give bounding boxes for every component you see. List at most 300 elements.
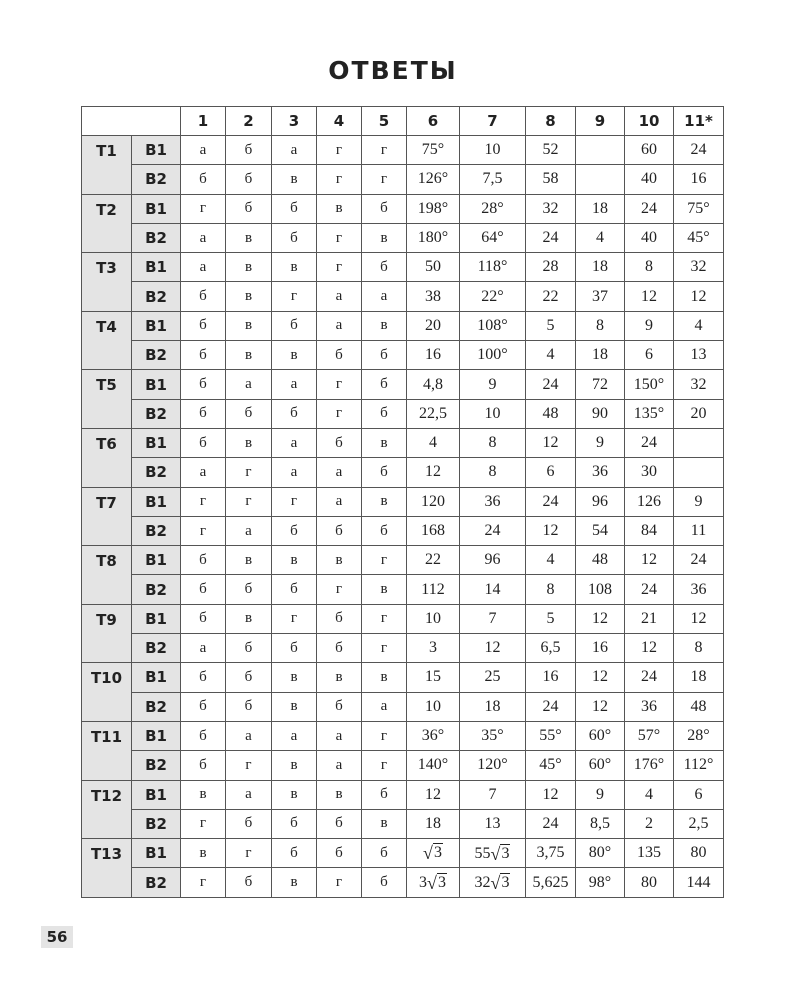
- answer-cell: 9: [460, 370, 526, 399]
- answer-cell: 6: [625, 341, 674, 370]
- answer-cell: в: [226, 428, 272, 457]
- answer-cell: 7: [460, 604, 526, 633]
- answer-cell: б: [226, 194, 272, 223]
- answer-cell: 18: [576, 194, 625, 223]
- test-label: Т1: [82, 136, 132, 195]
- answer-cell: 75°: [674, 194, 724, 223]
- answer-cell: 135: [625, 839, 674, 868]
- answer-cell: а: [226, 780, 272, 809]
- answer-cell: 12: [576, 663, 625, 692]
- answer-cell: [576, 165, 625, 194]
- answer-cell: б: [181, 165, 226, 194]
- variant-label: В2: [132, 516, 181, 545]
- answer-cell: 52: [526, 136, 576, 165]
- answer-cell: б: [272, 223, 317, 252]
- answer-cell: а: [362, 282, 407, 311]
- answer-cell: б: [181, 341, 226, 370]
- answer-cell: б: [226, 136, 272, 165]
- answer-cell: 45°: [526, 751, 576, 780]
- answer-cell: б: [226, 809, 272, 838]
- table-row: [82, 809, 724, 838]
- variant-label: В2: [132, 399, 181, 428]
- answer-cell: б: [226, 165, 272, 194]
- answer-cell: 24: [625, 575, 674, 604]
- answer-cell: б: [181, 428, 226, 457]
- table-row: [82, 223, 724, 252]
- answer-cell: 55°: [526, 721, 576, 750]
- answer-cell: б: [226, 634, 272, 663]
- answer-cell: 36: [576, 458, 625, 487]
- answer-cell: б: [181, 721, 226, 750]
- answer-cell: [460, 868, 526, 897]
- answer-cell: 30: [625, 458, 674, 487]
- sqrt-expression: 55 √ 3: [474, 843, 510, 864]
- variant-label: В1: [132, 663, 181, 692]
- answer-cell: 40: [625, 223, 674, 252]
- page-title: ОТВЕТЫ: [328, 56, 458, 85]
- answer-cell: 16: [407, 341, 460, 370]
- variant-label: В2: [132, 341, 181, 370]
- variant-label: В2: [132, 458, 181, 487]
- answer-cell: 54: [576, 516, 625, 545]
- answer-cell: б: [272, 575, 317, 604]
- answer-cell: 3: [407, 634, 460, 663]
- variant-label: В1: [132, 487, 181, 516]
- answer-cell: в: [317, 546, 362, 575]
- answer-cell: б: [181, 604, 226, 633]
- answer-cell: в: [362, 809, 407, 838]
- answer-cell: б: [226, 399, 272, 428]
- answer-cell: [407, 868, 460, 897]
- answer-cell: 22: [407, 546, 460, 575]
- variant-label: В1: [132, 311, 181, 340]
- answer-cell: 22°: [460, 282, 526, 311]
- answer-cell: в: [362, 428, 407, 457]
- answer-cell: а: [317, 751, 362, 780]
- answer-cell: г: [181, 194, 226, 223]
- answer-cell: в: [272, 692, 317, 721]
- answer-cell: а: [317, 458, 362, 487]
- answer-cell: б: [226, 663, 272, 692]
- answer-cell: а: [317, 282, 362, 311]
- table-row: [82, 136, 724, 165]
- answer-cell: 13: [674, 341, 724, 370]
- answer-cell: 176°: [625, 751, 674, 780]
- sqrt-expression: √ 3: [423, 842, 442, 863]
- table-row: [82, 311, 724, 340]
- answer-cell: г: [362, 721, 407, 750]
- answer-cell: 22: [526, 282, 576, 311]
- answer-cell: 12: [674, 604, 724, 633]
- answer-cell: 24: [526, 370, 576, 399]
- answer-cell: в: [317, 194, 362, 223]
- answer-cell: б: [317, 341, 362, 370]
- answer-cell: а: [181, 253, 226, 282]
- answer-cell: г: [362, 546, 407, 575]
- answer-cell: 24: [526, 223, 576, 252]
- answer-cell: а: [272, 370, 317, 399]
- answer-cell: 20: [407, 311, 460, 340]
- answer-cell: б: [181, 282, 226, 311]
- answer-cell: 8,5: [576, 809, 625, 838]
- answer-cell: 3,75: [526, 839, 576, 868]
- test-label: Т13: [82, 839, 132, 898]
- answer-cell: 120: [407, 487, 460, 516]
- variant-label: В2: [132, 634, 181, 663]
- table-row: [82, 604, 724, 633]
- answer-cell: 38: [407, 282, 460, 311]
- answer-cell: а: [272, 721, 317, 750]
- answer-cell: в: [272, 253, 317, 282]
- answer-cell: 12: [674, 282, 724, 311]
- answer-cell: 18: [460, 692, 526, 721]
- answer-cell: 4: [674, 311, 724, 340]
- answer-cell: 112°: [674, 751, 724, 780]
- answer-cell: г: [317, 223, 362, 252]
- sqrt-expression: 3 √ 3: [419, 872, 446, 893]
- answer-cell: 2,5: [674, 809, 724, 838]
- answer-cell: б: [362, 868, 407, 897]
- answer-cell: 12: [576, 604, 625, 633]
- answer-cell: 48: [576, 546, 625, 575]
- answer-cell: 12: [625, 282, 674, 311]
- answer-cell: в: [181, 839, 226, 868]
- answer-cell: 8: [460, 428, 526, 457]
- answer-cell: в: [226, 282, 272, 311]
- test-label: Т4: [82, 311, 132, 370]
- answer-cell: б: [272, 399, 317, 428]
- answer-cell: б: [362, 370, 407, 399]
- answer-cell: 4: [526, 341, 576, 370]
- variant-label: В1: [132, 136, 181, 165]
- answer-cell: 6: [674, 780, 724, 809]
- answer-cell: 90: [576, 399, 625, 428]
- test-label: Т6: [82, 428, 132, 487]
- answer-cell: в: [226, 253, 272, 282]
- column-header: 9: [576, 107, 625, 136]
- answer-cell: в: [362, 223, 407, 252]
- answers-table: [81, 106, 724, 898]
- answer-cell: 112: [407, 575, 460, 604]
- table-row: [82, 546, 724, 575]
- sqrt-expression: 32 √ 3: [474, 872, 510, 893]
- answer-cell: г: [317, 370, 362, 399]
- answer-cell: 15: [407, 663, 460, 692]
- table-row: [82, 634, 724, 663]
- answer-cell: 60°: [576, 721, 625, 750]
- answer-cell: б: [362, 780, 407, 809]
- answer-cell: в: [226, 341, 272, 370]
- answer-cell: г: [181, 809, 226, 838]
- answer-cell: 24: [460, 516, 526, 545]
- answers-body: [82, 136, 724, 898]
- answer-cell: 28: [526, 253, 576, 282]
- answer-cell: б: [181, 575, 226, 604]
- answer-cell: б: [181, 399, 226, 428]
- answer-cell: 18: [407, 809, 460, 838]
- answer-cell: 6,5: [526, 634, 576, 663]
- answer-cell: 7: [460, 780, 526, 809]
- answer-cell: 6: [526, 458, 576, 487]
- test-label: Т8: [82, 546, 132, 605]
- answer-cell: в: [272, 663, 317, 692]
- answer-cell: в: [272, 780, 317, 809]
- column-header: 11*: [674, 107, 724, 136]
- answer-cell: 140°: [407, 751, 460, 780]
- answer-cell: 12: [625, 634, 674, 663]
- answer-cell: 60°: [576, 751, 625, 780]
- answer-cell: 36: [674, 575, 724, 604]
- variant-label: В2: [132, 809, 181, 838]
- answer-cell: б: [362, 458, 407, 487]
- variant-label: В1: [132, 428, 181, 457]
- answer-cell: г: [226, 458, 272, 487]
- answer-cell: а: [181, 634, 226, 663]
- answer-cell: г: [181, 868, 226, 897]
- answer-cell: б: [226, 575, 272, 604]
- answer-cell: 126°: [407, 165, 460, 194]
- answer-cell: 5: [526, 604, 576, 633]
- answer-cell: б: [362, 399, 407, 428]
- answer-cell: г: [317, 399, 362, 428]
- answer-cell: 80: [674, 839, 724, 868]
- answer-cell: 57°: [625, 721, 674, 750]
- column-header: 2: [226, 107, 272, 136]
- answer-cell: в: [272, 751, 317, 780]
- answer-cell: 8: [460, 458, 526, 487]
- answer-cell: б: [181, 546, 226, 575]
- test-label: Т9: [82, 604, 132, 663]
- variant-label: В2: [132, 282, 181, 311]
- answer-cell: в: [226, 311, 272, 340]
- table-row: [82, 341, 724, 370]
- table-row: [82, 721, 724, 750]
- answer-cell: 80: [625, 868, 674, 897]
- table-row: [82, 692, 724, 721]
- variant-label: В1: [132, 253, 181, 282]
- answer-cell: 84: [625, 516, 674, 545]
- variant-label: В2: [132, 223, 181, 252]
- answer-cell: б: [226, 692, 272, 721]
- answer-cell: 8: [576, 311, 625, 340]
- answer-cell: г: [362, 634, 407, 663]
- answer-cell: г: [317, 253, 362, 282]
- answer-cell: 60: [625, 136, 674, 165]
- answer-cell: г: [317, 165, 362, 194]
- column-header: 8: [526, 107, 576, 136]
- answer-cell: 9: [674, 487, 724, 516]
- answer-cell: 4: [526, 546, 576, 575]
- table-row: [82, 663, 724, 692]
- answer-cell: в: [362, 575, 407, 604]
- answer-cell: 48: [526, 399, 576, 428]
- answer-cell: [674, 458, 724, 487]
- answer-cell: г: [272, 282, 317, 311]
- answer-cell: 135°: [625, 399, 674, 428]
- answer-cell: в: [226, 223, 272, 252]
- table-row: [82, 428, 724, 457]
- answer-cell: 35°: [460, 721, 526, 750]
- answer-cell: 12: [460, 634, 526, 663]
- answer-cell: б: [317, 428, 362, 457]
- answer-cell: 24: [625, 194, 674, 223]
- table-row: [82, 516, 724, 545]
- answer-cell: в: [362, 487, 407, 516]
- column-header: 6: [407, 107, 460, 136]
- answer-cell: 24: [625, 663, 674, 692]
- answer-cell: г: [317, 136, 362, 165]
- answer-cell: б: [362, 194, 407, 223]
- test-label: Т2: [82, 194, 132, 253]
- answer-cell: 150°: [625, 370, 674, 399]
- answer-cell: 12: [576, 692, 625, 721]
- answer-cell: б: [317, 692, 362, 721]
- header-corner: [82, 107, 181, 136]
- answer-cell: 28°: [460, 194, 526, 223]
- answer-cell: 98°: [576, 868, 625, 897]
- answer-cell: 50: [407, 253, 460, 282]
- answer-cell: 18: [576, 253, 625, 282]
- answer-cell: а: [272, 458, 317, 487]
- answer-cell: 37: [576, 282, 625, 311]
- answer-cell: 5,625: [526, 868, 576, 897]
- variant-label: В1: [132, 780, 181, 809]
- variant-label: В2: [132, 165, 181, 194]
- answer-cell: 4: [407, 428, 460, 457]
- test-label: Т7: [82, 487, 132, 546]
- answer-cell: б: [272, 839, 317, 868]
- answer-cell: 100°: [460, 341, 526, 370]
- answer-cell: г: [272, 487, 317, 516]
- answer-cell: 8: [625, 253, 674, 282]
- answer-cell: б: [362, 253, 407, 282]
- answer-cell: 108°: [460, 311, 526, 340]
- answer-cell: 24: [526, 692, 576, 721]
- answer-cell: 75°: [407, 136, 460, 165]
- answer-cell: 16: [526, 663, 576, 692]
- answer-cell: 64°: [460, 223, 526, 252]
- column-header: 1: [181, 107, 226, 136]
- answer-cell: 4,8: [407, 370, 460, 399]
- answer-cell: в: [362, 663, 407, 692]
- answer-cell: в: [272, 165, 317, 194]
- answer-cell: б: [272, 194, 317, 223]
- answer-cell: 32: [674, 253, 724, 282]
- variant-label: В1: [132, 721, 181, 750]
- variant-label: В1: [132, 546, 181, 575]
- variant-label: В2: [132, 751, 181, 780]
- answer-cell: в: [226, 604, 272, 633]
- column-header: 5: [362, 107, 407, 136]
- answer-cell: а: [317, 721, 362, 750]
- answer-cell: 18: [674, 663, 724, 692]
- answer-cell: 9: [576, 780, 625, 809]
- answer-cell: 58: [526, 165, 576, 194]
- answer-cell: [576, 136, 625, 165]
- answer-cell: 36: [460, 487, 526, 516]
- answer-cell: 14: [460, 575, 526, 604]
- answer-cell: 4: [576, 223, 625, 252]
- answer-cell: [674, 428, 724, 457]
- column-header: 7: [460, 107, 526, 136]
- answer-cell: 24: [526, 809, 576, 838]
- table-row: [82, 370, 724, 399]
- variant-label: В1: [132, 839, 181, 868]
- answer-cell: 12: [407, 458, 460, 487]
- answer-cell: 20: [674, 399, 724, 428]
- table-row: [82, 839, 724, 868]
- answer-cell: б: [272, 311, 317, 340]
- table-row: [82, 165, 724, 194]
- answer-cell: 120°: [460, 751, 526, 780]
- answer-cell: г: [362, 165, 407, 194]
- table-row: [82, 194, 724, 223]
- answer-cell: г: [362, 751, 407, 780]
- answer-cell: 10: [460, 399, 526, 428]
- answer-cell: 40: [625, 165, 674, 194]
- answer-cell: 11: [674, 516, 724, 545]
- answer-cell: в: [362, 311, 407, 340]
- answer-cell: а: [226, 370, 272, 399]
- answer-cell: г: [272, 604, 317, 633]
- table-row: [82, 399, 724, 428]
- test-label: Т5: [82, 370, 132, 429]
- answer-cell: б: [226, 868, 272, 897]
- answer-cell: г: [317, 868, 362, 897]
- table-row: [82, 751, 724, 780]
- answer-cell: б: [362, 516, 407, 545]
- answer-cell: б: [317, 634, 362, 663]
- answer-cell: 72: [576, 370, 625, 399]
- variant-label: В2: [132, 575, 181, 604]
- variant-label: В1: [132, 194, 181, 223]
- answer-cell: 24: [674, 546, 724, 575]
- answer-cell: 108: [576, 575, 625, 604]
- answer-cell: 12: [407, 780, 460, 809]
- answer-cell: б: [317, 516, 362, 545]
- test-label: Т10: [82, 663, 132, 722]
- answer-cell: в: [272, 868, 317, 897]
- variant-label: В1: [132, 370, 181, 399]
- answer-cell: б: [181, 311, 226, 340]
- answer-cell: 12: [526, 428, 576, 457]
- answer-cell: в: [272, 341, 317, 370]
- answer-cell: 12: [625, 546, 674, 575]
- answer-cell: а: [317, 487, 362, 516]
- answer-cell: г: [181, 487, 226, 516]
- test-label: Т3: [82, 253, 132, 312]
- answer-cell: г: [226, 487, 272, 516]
- answer-cell: 10: [460, 136, 526, 165]
- answer-cell: [460, 839, 526, 868]
- answer-cell: 168: [407, 516, 460, 545]
- answer-cell: 96: [460, 546, 526, 575]
- answer-cell: г: [226, 751, 272, 780]
- answer-cell: в: [181, 780, 226, 809]
- answer-cell: 25: [460, 663, 526, 692]
- answer-cell: 12: [526, 516, 576, 545]
- answer-cell: 24: [625, 428, 674, 457]
- answer-cell: а: [181, 136, 226, 165]
- answer-cell: а: [272, 428, 317, 457]
- answer-cell: 18: [576, 341, 625, 370]
- column-header: 10: [625, 107, 674, 136]
- answer-cell: в: [272, 546, 317, 575]
- answer-cell: г: [226, 839, 272, 868]
- test-label: Т11: [82, 721, 132, 780]
- table-row: [82, 780, 724, 809]
- table-row: [82, 575, 724, 604]
